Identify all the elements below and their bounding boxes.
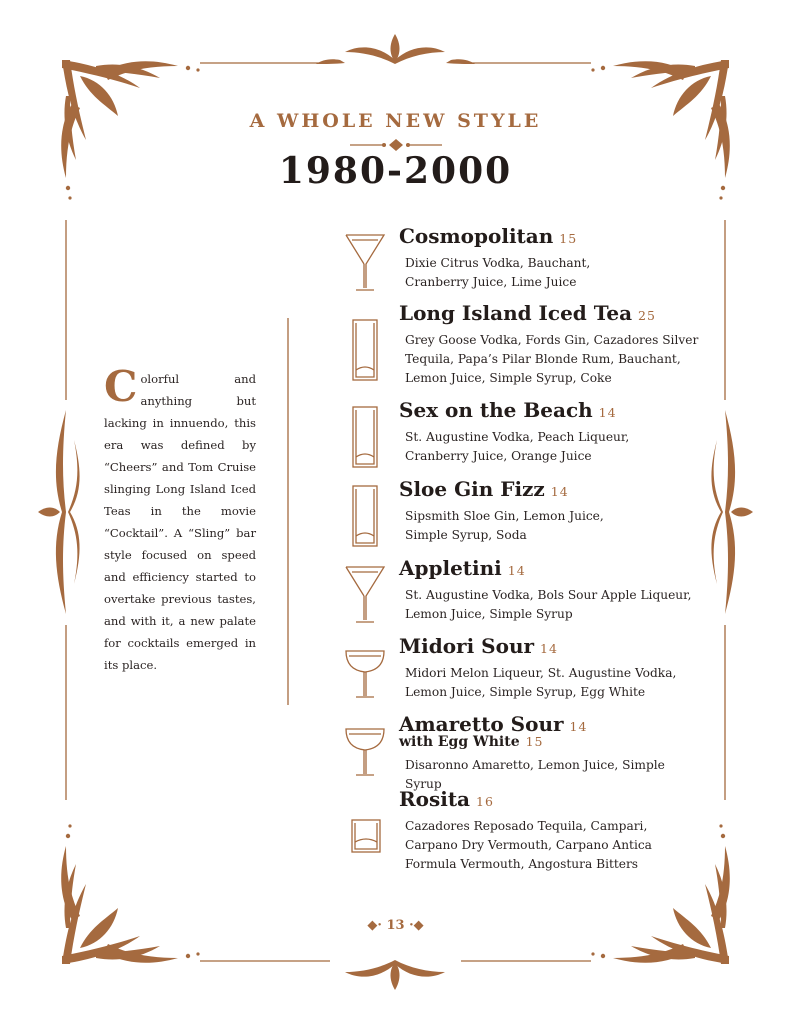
cocktail-price: 14: [569, 719, 588, 734]
ingredient-line: St. Augustine Vodka, Bols Sour Apple Liqueur,: [405, 588, 692, 602]
ingredient-line: Tequila, Papa’s Pilar Blonde Rum, Bauchant,: [405, 352, 681, 366]
cocktail-name: Sex on the Beach: [399, 398, 593, 422]
menu-item: [399, 556, 705, 624]
ingredient-line: Cazadores Reposado Tequila, Campari,: [405, 819, 648, 833]
cocktail-price: 14: [540, 641, 558, 656]
ingredients: [405, 586, 705, 624]
ingredient-line: Dixie Citrus Vodka, Bauchant,: [405, 256, 591, 270]
menu-item: [399, 398, 705, 466]
menu-item: [399, 712, 705, 794]
ingredients: [405, 254, 705, 292]
ingredient-line: Grey Goose Vodka, Fords Gin, Cazadores Silver: [405, 333, 699, 347]
cocktail-name: Sloe Gin Fizz: [399, 477, 545, 501]
cocktail-price: 14: [598, 405, 617, 420]
drop-cap: C: [104, 362, 138, 411]
diamond-left-icon: ◆·: [367, 918, 382, 933]
cocktail-price: 14: [507, 563, 526, 578]
coupe-glass-icon: [344, 648, 386, 700]
cocktail-name: Long Island Iced Tea: [399, 301, 633, 325]
menu-item: [399, 301, 705, 388]
intro-text: olorful and anything but lacking in innuendo, this era was defined by “Cheers” and Tom Cruise slinging Long Island Iced Teas in the movie “Cocktail”. A “Sling” bar style focused on speed and efficiency started to overtake previous tastes, and with it, a new palate for cocktails emerged in its place.: [104, 372, 256, 672]
ingredient-line: Midori Melon Liqueur, St. Augustine Vodka,: [405, 666, 677, 680]
menu-item: [399, 634, 705, 702]
ingredients: [405, 507, 705, 545]
ingredient-line: Simple Syrup, Soda: [405, 528, 527, 542]
ingredient-line: Sipsmith Sloe Gin, Lemon Juice,: [405, 509, 604, 523]
ingredient-line: Formula Vermouth, Angostura Bitters: [405, 857, 639, 871]
ingredients: [405, 331, 705, 388]
martini-glass-icon: [344, 564, 386, 624]
era-title: 1980-2000: [278, 150, 513, 192]
cocktail-subname: with Egg White: [399, 734, 520, 750]
cocktail-price: 16: [476, 794, 494, 809]
ingredients: [405, 817, 705, 874]
collins-glass-icon: [351, 484, 379, 548]
ingredient-line: St. Augustine Vodka, Peach Liqueur,: [405, 430, 630, 444]
ingredient-line: Cranberry Juice, Lime Juice: [405, 275, 577, 289]
page-number: [0, 918, 791, 933]
cocktail-price: 15: [559, 231, 578, 246]
rocks-glass-icon: [350, 818, 382, 854]
collins-glass-icon: [351, 405, 379, 469]
cocktail-price: 25: [638, 308, 656, 323]
collins-glass-icon: [351, 318, 379, 382]
cocktail-name: Rosita: [399, 787, 471, 811]
menu-item: [399, 224, 705, 292]
ingredient-line: Cranberry Juice, Orange Juice: [405, 449, 592, 463]
coupe-glass-icon: [344, 726, 386, 778]
intro-paragraph: [104, 362, 256, 676]
ingredient-line: Carpano Dry Vermouth, Carpano Antica: [405, 838, 652, 852]
cocktail-sub-price: 15: [525, 734, 544, 749]
ingredient-line: Lemon Juice, Simple Syrup, Egg White: [405, 685, 646, 699]
menu-item: [399, 787, 705, 874]
ingredient-line: Lemon Juice, Simple Syrup: [405, 607, 573, 621]
cocktail-name: Cosmopolitan: [399, 224, 554, 248]
menu-item: [399, 477, 705, 545]
martini-glass-icon: [344, 232, 386, 292]
ingredient-line: Disaronno Amaretto, Lemon Juice, Simple Syrup: [405, 758, 665, 791]
ingredient-line: Lemon Juice, Simple Syrup, Coke: [405, 371, 612, 385]
ingredients: [405, 664, 705, 702]
cocktail-price: 14: [550, 484, 569, 499]
cocktail-name: Appletini: [399, 556, 502, 580]
cocktail-name: Midori Sour: [399, 634, 535, 658]
page-number-value: 13: [386, 918, 405, 933]
section-eyebrow: A WHOLE NEW STYLE: [249, 110, 542, 132]
cocktail-name: Amaretto Sour: [399, 712, 564, 736]
diamond-right-icon: ·◆: [409, 918, 424, 933]
ingredients: [405, 428, 705, 466]
